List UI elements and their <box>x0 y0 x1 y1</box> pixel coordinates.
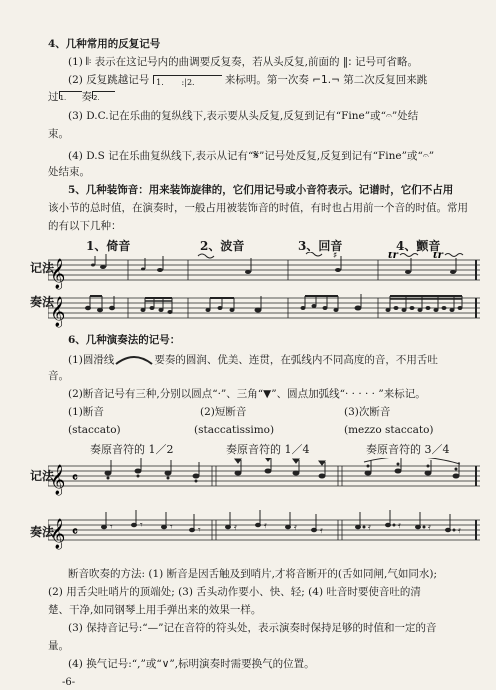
staccato-performance-staff <box>48 508 496 554</box>
svg-text:𝄞: 𝄞 <box>50 297 66 327</box>
method-line-2: (2) 用舌尖吐哨片的顶端处; (3) 舌头动作要小、快、轻; (4) 吐音时要使音吐的清 <box>48 586 421 598</box>
svg-text:𝄾: 𝄾 <box>170 522 173 533</box>
repeat-item-2: (2) 反复跳越记号 1. :|2. 来标明。第一次奏 ⌐1.¬ 第二次反复回来跳 <box>68 74 428 87</box>
section-4-title: 4、几种常用的反复记号 <box>48 38 161 50</box>
svg-text:𝄴: 𝄴 <box>72 471 78 486</box>
svg-text:𝄿: 𝄿 <box>428 523 431 533</box>
svg-text:𝄞: 𝄞 <box>50 519 66 549</box>
svg-text:𝄿: 𝄿 <box>398 521 401 531</box>
volta-bracket-icon: 1. :|2. <box>153 75 222 84</box>
svg-text:𝄿: 𝄿 <box>320 526 323 536</box>
staccato-name-2: (staccatissimo) <box>194 424 275 436</box>
svg-text:𝄴: 𝄴 <box>72 525 78 540</box>
svg-text:𝄿: 𝄿 <box>368 523 371 533</box>
staccato-type-2: (2)短断音 <box>200 406 247 418</box>
staccato-ratio-2: 奏原音符的 1／4 <box>226 443 310 456</box>
repeat-start-icon: 𝄆 <box>82 56 95 68</box>
repeat-item-4-end: 处结束。 <box>48 166 90 178</box>
method-line-3: 楚、干净,如同钢琴上用手弹出来的效果一样。 <box>48 604 262 616</box>
staccato-name-3: (mezzo staccato) <box>344 424 434 436</box>
breath-mark-item: (4) 换气记号:“,”或“∨”,标明演奏时需要换气的位置。 <box>68 658 315 670</box>
staccato-type-3: (3)次断音 <box>344 406 391 418</box>
ornament-head-trill: 4、颤音 <box>396 239 441 253</box>
ornament-performance-label: 奏法 <box>30 295 55 309</box>
slur-item: (1)圆滑线 要奏的圆润、优美、连贯，在弧线内不同高度的音，不用舌吐 <box>68 354 438 366</box>
tenuto-item: (3) 保持音记号:“—”记在音符的符头处，表示演奏时保持足够的时值和一定的音 <box>68 622 437 634</box>
repeat-item-2-cont: 过1. 奏2. <box>48 91 115 104</box>
svg-text:𝄾: 𝄾 <box>198 525 201 536</box>
section-5-title: 5、几种装饰音：用来装饰旋律的，它们用记号或小音符表示。记谱时，它们不占用 <box>68 184 454 196</box>
repeat-item-3: (3) D.C.记在乐曲的复纵线下,表示要从头反复,反复到记有“Fine”或“𝄐”处结 <box>68 110 419 122</box>
svg-text:𝄾: 𝄾 <box>140 520 143 531</box>
staccato-notation-label: 记法 <box>30 469 55 483</box>
svg-text:𝄿: 𝄿 <box>234 523 237 533</box>
repeat-item-1: (1) 𝄆 表示在这记号内的曲调要反复奏，若从头反复,前面的 ‖: 记号可省略。 <box>68 56 418 68</box>
method-line-1: 断音吹奏的方法: (1) 断音是因舌触及到哨片,才将音断开的(舌如同闸,气如同水); <box>68 568 437 580</box>
svg-text:𝄞: 𝄞 <box>50 465 66 495</box>
repeat-item-3-end: 束。 <box>48 128 69 140</box>
ornament-head-appoggiatura: 1、倚音 <box>86 239 131 253</box>
svg-text:𝄾: 𝄾 <box>110 522 113 533</box>
ornament-head-mordent: 2、波音 <box>200 239 245 253</box>
volta-2-icon: 2. <box>92 91 115 99</box>
slur-item-end: 音。 <box>48 370 69 382</box>
svg-text:𝄞: 𝄞 <box>50 259 66 289</box>
staccato-ratio-3: 奏原音符的 3／4 <box>366 443 450 456</box>
staccato-type-1: (1)断音 <box>68 406 104 418</box>
staccato-item: (2)断音记号有三种,分别以圆点“·”、三角“▼”、圆点加弧线“· · · · · ”来标记。 <box>68 388 426 400</box>
svg-text:♯: ♯ <box>333 252 338 261</box>
ornament-performance-staff <box>48 288 496 330</box>
repeat-bar-icon: ‖: <box>339 56 355 68</box>
fermata-icon: 𝄐 <box>386 110 392 122</box>
staccato-performance-label: 奏法 <box>30 525 55 539</box>
section-5-line-3: 的有以下几种： <box>48 220 122 232</box>
segno-icon: 𝄋 <box>253 148 259 163</box>
volta-1-skip-icon: 1. <box>59 91 82 99</box>
svg-text:𝄿: 𝄿 <box>294 523 297 533</box>
ornament-notation-label: 记法 <box>30 261 55 275</box>
slur-icon <box>114 352 154 366</box>
repeat-item-4: (4) D.S 记在乐曲复纵线下,表示从记有“𝄋”记号处反复,反复到记有“Fine”或“𝄐” <box>68 148 435 163</box>
staccato-name-1: (staccato) <box>68 424 121 436</box>
ornament-notation-staff <box>48 252 496 292</box>
svg-text:𝄿: 𝄿 <box>264 521 267 531</box>
staccato-ratio-1: 奏原音符的 1／2 <box>90 443 174 456</box>
svg-text:tr: tr <box>433 252 443 261</box>
svg-text:𝄿: 𝄿 <box>458 526 461 536</box>
ornament-head-turn: 3、回音 <box>298 239 343 253</box>
svg-text:tr: tr <box>388 252 398 261</box>
staccato-notation-staff <box>48 458 496 498</box>
fermata-icon: 𝄐 <box>422 150 429 162</box>
section-6-title: 6、几种演奏法的记号： <box>68 334 181 346</box>
volta-1-icon: ⌐1.¬ <box>308 74 344 86</box>
tenuto-item-end: 量。 <box>48 640 69 652</box>
page-number: -6- <box>62 677 76 688</box>
section-5-line-2: 该小节的总时值，在演奏时，一般占用被装饰音的时值，有时也占用前一个音的时值。常用 <box>48 202 468 214</box>
